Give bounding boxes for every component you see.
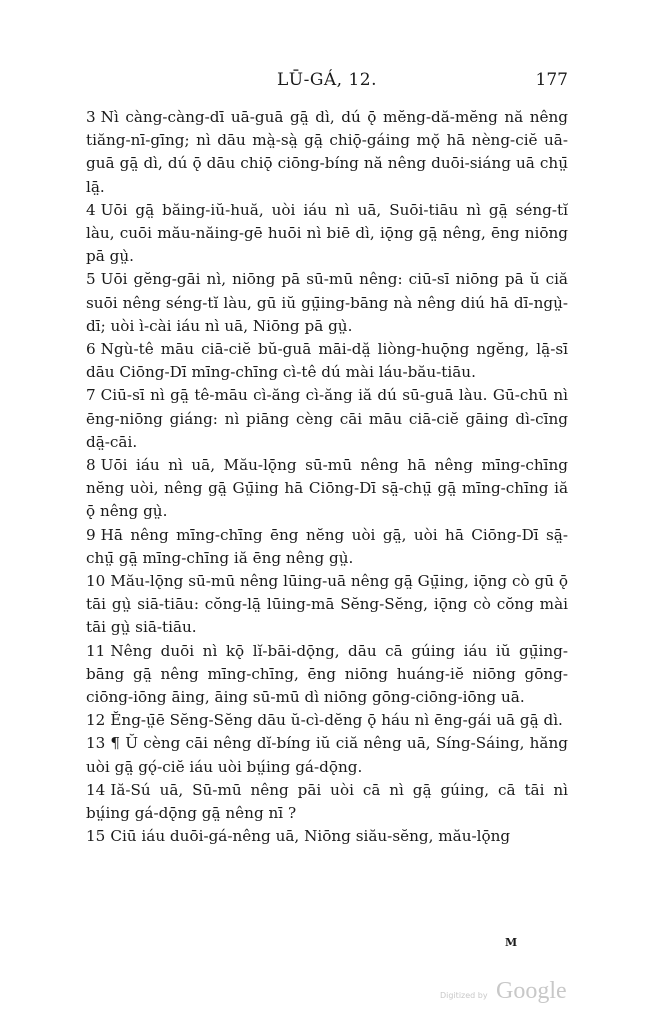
verse-body: Uōi iáu nì uā, Mău-lǭng sū-mū nêng hā nêng mīng-chīng nĕng uòi, nêng gā̤ Gṳ̄ing hā Ciōng-Dī sā̤-chṳ̄ gā̤ mīng-chīng iă ǭ nêng gṳ̀.	[86, 456, 568, 521]
verse-12	[86, 709, 568, 732]
verse-4	[86, 199, 568, 269]
verse-7	[86, 384, 568, 454]
running-title: LŪ-GÁ, 12.	[276, 70, 378, 90]
watermark-logo: Google	[496, 978, 567, 1004]
running-header	[86, 70, 568, 94]
verse-number: 15	[86, 827, 106, 846]
verse-body: Nêng duōi nì kǭ lĭ-bāi-dǭng, dāu cā gúing iáu iŭ gṳ̄ing-bāng gā̤ nêng mīng-chīng, ēng niōng huáng-iĕ niōng gōng-ciōng-iōng āing, āing sū-mū dì niōng gōng-ciōng-iōng uā.	[86, 641, 568, 707]
verse-number: 12	[86, 711, 106, 730]
verse-number: 10	[86, 572, 106, 591]
verse-number: 6	[86, 340, 96, 359]
verse-body: Ĕng-ṳ̄ē Sĕng-Sĕng dāu ŭ-cì-dĕng ǭ háu nì ēng-gái uā gā̤ dì.	[110, 711, 563, 730]
page-number: 177	[535, 70, 568, 90]
verse-body: Mău-lǭng sū-mū nêng lūing-uā nêng gā̤ Gṳ̄ing, iǭng cò gū ǭ tāi gṳ̀ siā-tiāu: cŏng-lā̤ lūing-mā Sĕng-Sĕng, iǭng cò cŏng mài tāi gṳ̀ siā-tiāu.	[86, 572, 568, 637]
verse-number: 4	[86, 200, 96, 219]
verse-11	[86, 640, 568, 710]
verse-10	[86, 570, 568, 640]
verse-body: Ciū-sī nì gā̤ tê-māu cì-ăng cì-ăng iă dú sū-guā làu. Gū-chū nì ēng-niōng giáng: nì piāng cèng cāi māu ciā-ciĕ gāing dì-cīng dā̤-cāi.	[86, 386, 568, 451]
verse-5	[86, 268, 568, 338]
verse-body: Uōi gā̤ băing-iŭ-huă, uòi iáu nì uā, Suōi-tiāu nì gā̤ séng-tĭ làu, cuōi mău-năing-gē huōi nì biē dì, iǭng gā̤ nêng, ēng niōng pā gṳ̀.	[86, 200, 568, 266]
verse-text	[86, 106, 568, 849]
verse-body: Iă-Sú uā, Sū-mū nêng pāi uòi cā nì gā̤ gúing, cā tāi nì bṳ́ing gá-dǭng gā̤ nêng nī ?	[86, 780, 568, 823]
verse-number: 7	[86, 386, 96, 405]
verse-number: 8	[86, 456, 96, 475]
verse-14	[86, 779, 568, 825]
digitized-watermark	[440, 978, 580, 1006]
verse-number: 5	[86, 270, 96, 289]
verse-9	[86, 524, 568, 570]
verse-15	[86, 825, 568, 848]
verse-body: Ngù-tê māu ciā-ciĕ bŭ-guā māi-dă̤ liòng-huǭng ngĕng, lā̤-sī dāu Ciōng-Dī mīng-chīng cì-tê dú mài láu-bău-tiāu.	[86, 340, 568, 382]
signature-mark: M	[505, 936, 519, 949]
verse-6	[86, 338, 568, 384]
verse-body: Ciū iáu duōi-gá-nêng uā, Niōng siău-sĕng, mău-lǭng	[110, 827, 511, 846]
verse-body: Nì càng-càng-dī uā-guā gā̤ dì, dú ǭ mĕng-dă-mĕng nă nêng tiăng-nī-gīng; nì dāu mà̤-sà̤ gā̤ chiǭ-gáing mǫ̆ hā nèng-ciĕ uā-guā gā̤ dì, dú ǭ dāu chiǭ ciōng-bíng nă nêng duōi-siáng uā chṳ̄ lā̤.	[86, 108, 568, 196]
verse-13	[86, 732, 568, 778]
verse-3	[86, 106, 568, 199]
verse-body: ¶ Ŭ cèng cāi nêng dĭ-bíng iŭ ciă nêng uā, Síng-Sáing, hăng uòi gā̤ gǫ́-ciĕ iáu uòi bṳ́ing gá-dǭng.	[86, 734, 568, 776]
verse-number: 9	[86, 525, 96, 544]
watermark-caption: Digitized by	[440, 991, 488, 1000]
verse-8	[86, 454, 568, 524]
verse-number: 3	[86, 108, 96, 126]
verse-body: Hā nêng mīng-chīng ēng nĕng uòi gā̤, uòi hā Ciōng-Dī sā̤-chṳ̄ gā̤ mīng-chīng iă ēng nêng gṳ̀.	[86, 525, 568, 567]
verse-body: Uōi gĕng-gāi nì, niōng pā sū-mū nêng: ciū-sī niōng pā ŭ ciă suōi nêng séng-tĭ làu, gū iŭ gṳ̄ing-bāng nà nêng diú hā dī-ngṳ̀-dī; uòi ì-cài iáu nì uā, Niōng pā gṳ̀.	[86, 270, 568, 335]
verse-number: 11	[86, 641, 106, 660]
verse-number: 13	[86, 734, 106, 753]
verse-number: 14	[86, 780, 106, 799]
